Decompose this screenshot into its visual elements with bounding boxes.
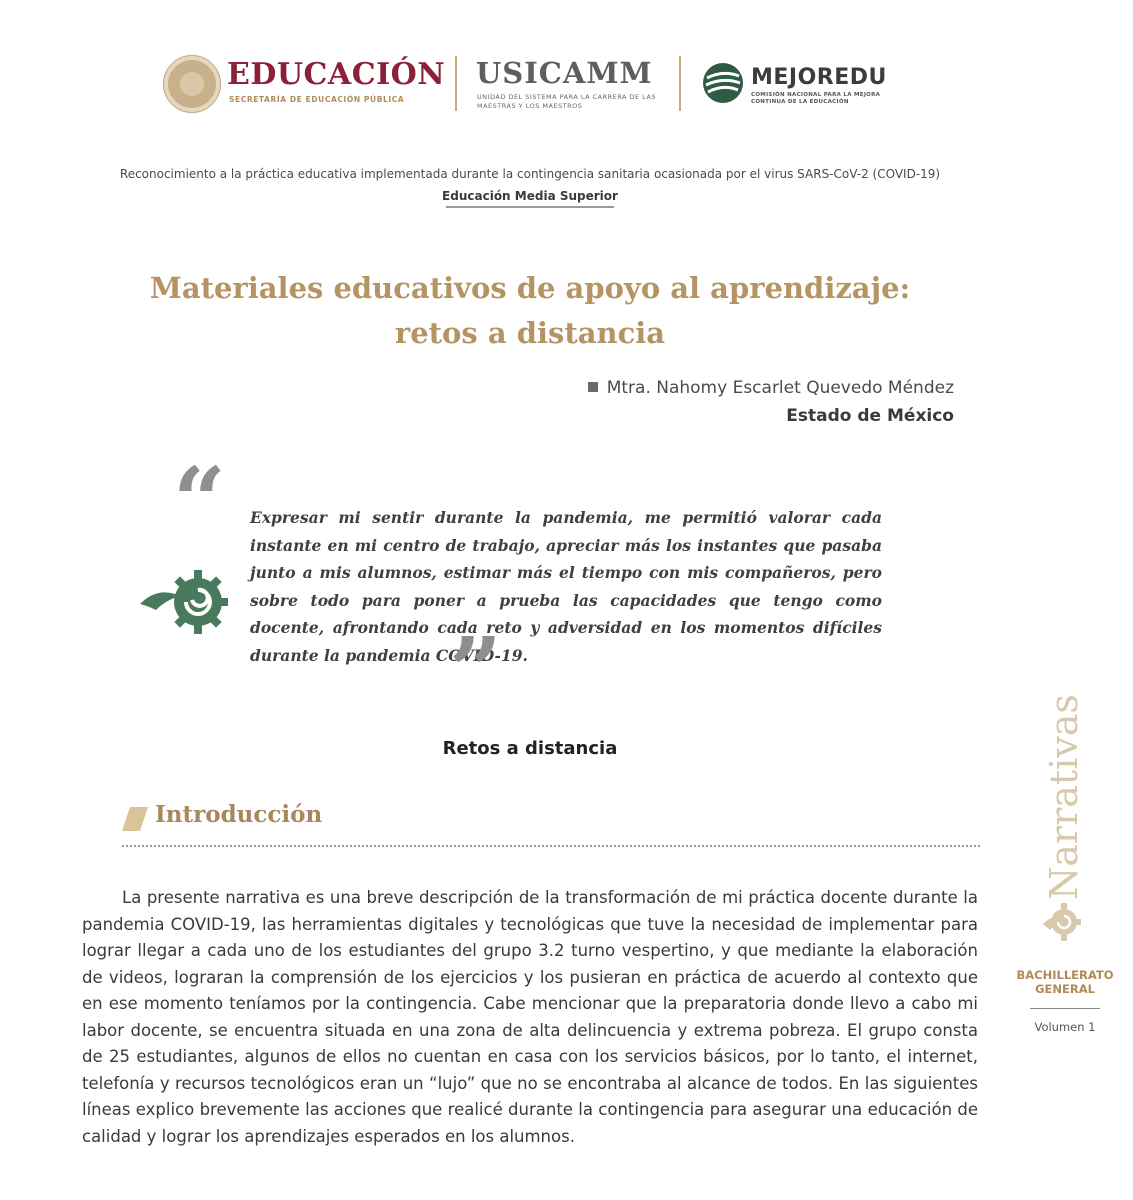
gear-scroll-ornament-icon [136,566,236,642]
usicamm-logo [476,56,676,114]
program-label-line-2: GENERAL [1035,982,1095,996]
educacion-logo [163,55,446,113]
quote-text: Expresar mi sentir durante la pandemia, me permitió valorar cada instante en mi centro de trabajo, apreciar más los instantes que pasaba junto a mis alumnos, estimar más el tiempo con mis compañeros, pero sobre todo para poner a prueba las capacidades que tengo como docente, afrontando cada reto y adversidad en los momentos difíciles durante la pandemia COVID-19. [250,508,882,665]
mejoredu-logo [702,62,922,112]
slash-marker-icon [122,807,148,831]
mejoredu-mark-icon [702,62,744,104]
logo-divider [679,56,681,111]
dotted-divider [122,845,980,847]
article-title-line-2: retos a distancia [394,316,666,350]
close-quote-icon: ” [449,617,502,725]
logo-divider [455,56,457,111]
open-quote-icon: “ [173,447,226,555]
program-label [1005,968,1125,996]
section-subtitle: Retos a distancia [442,738,618,759]
education-level: Educación Media Superior [442,189,618,203]
article-title [80,266,980,356]
mejoredu-logo-title: MEJOREDU [751,65,887,90]
author-state: Estado de México [786,406,954,426]
gear-scroll-ornament-small-icon [1042,900,1082,944]
program-label-line-1: BACHILLERATO [1016,968,1114,982]
recognition-text: Reconocimiento a la práctica educativa implementada durante la contingencia sanitaria ocasionada por el virus SARS-CoV-2 (COVID-19) [119,167,941,181]
volume-label: Volumen 1 [1034,1020,1096,1034]
sidebar-divider [1030,1008,1100,1009]
mejoredu-logo-subtitle: COMISIÓN NACIONAL PARA LA MEJORA CONTINUA DE LA EDUCACIÓN [751,92,881,105]
educacion-logo-title: EDUCACIÓN [227,57,446,92]
article-title-line-1: Materiales educativos de apoyo al aprendizaje: [149,271,911,305]
national-seal-icon [163,55,221,113]
educacion-logo-subtitle: SECRETARÍA DE EDUCACIÓN PÚBLICA [229,95,405,104]
usicamm-logo-title: USICAMM [476,56,653,90]
intro-paragraph: La presente narrativa es una breve descripción de la transformación de mi práctica docente durante la pandemia COVID-19, las herramientas digitales y tecnológicas que tuve la necesidad de implementar para lograr llegar a cada uno de los estudiantes del grupo 3.2 turno vespertino, y que mediante la elaboración de videos, lograran la comprensión de los ejercicios y los pusieran en práctica de acuerdo al contexto que en ese momento teníamos por la contingencia. Cabe mencionar que la preparatoria donde llevo a cabo mi labor docente, se encuentra situada en una zona de alta delincuencia y extrema pobreza. El grupo consta de 25 estudiantes, algunos de ellos no cuentan en casa con los servicios básicos, por lo tanto, el internet, telefonía y recursos tecnológicos eran un “lujo” que no se encontraba al alcance de todos. En las siguientes líneas explico brevemente las acciones que realicé durante la contingencia para asegurar una educación de calidad y lograr los aprendizajes esperados en los alumnos. [82,888,978,1146]
level-underline [446,206,614,208]
author-name: Mtra. Nahomy Escarlet Quevedo Méndez [606,378,954,398]
section-heading: Introducción [155,801,323,828]
square-bullet-icon [588,382,598,392]
narrativas-vertical-label: Narrativas [1042,694,1086,900]
usicamm-logo-subtitle: UNIDAD DEL SISTEMA PARA LA CARRERA DE LAS MAESTRAS Y LOS MAESTROS [477,93,657,110]
author [588,378,954,398]
